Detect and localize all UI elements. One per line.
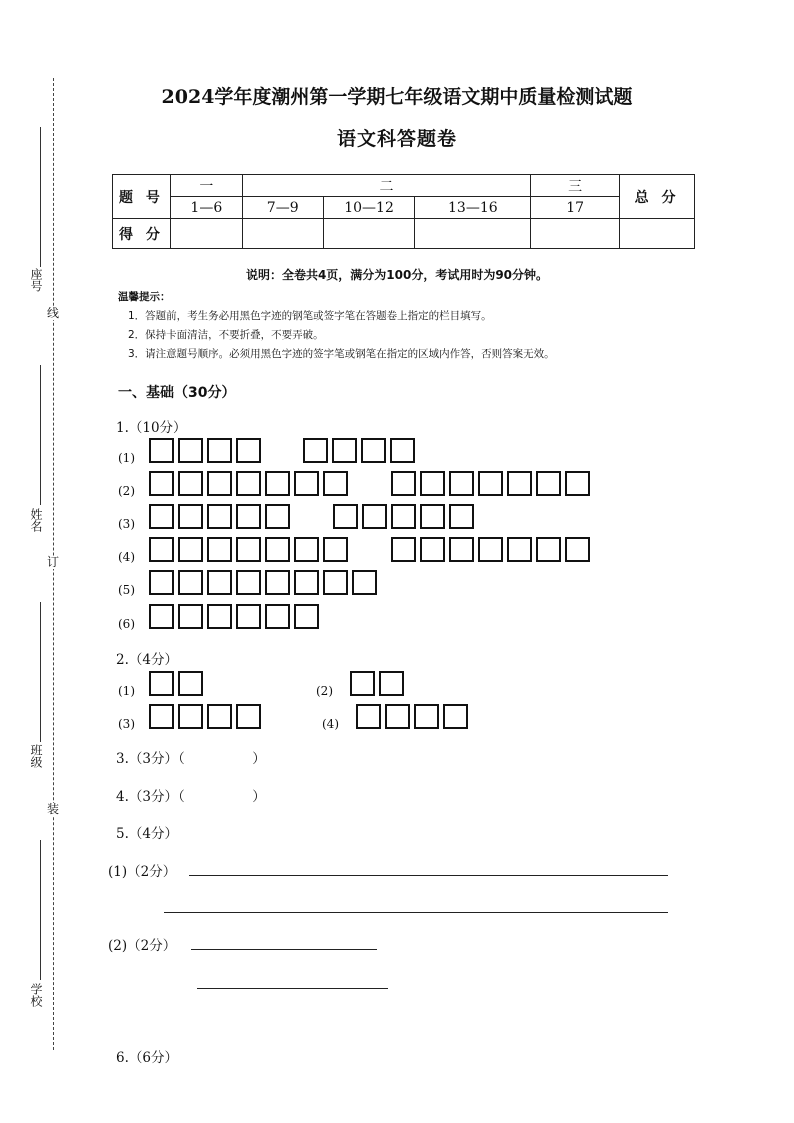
tip-item: 2．保持卡面清洁，不要折叠，不要弄破。 [128,329,324,341]
q1-sub-label: (2) [118,484,135,498]
answer-box[interactable] [265,604,290,629]
section-two-header: 二 [242,175,530,197]
school-label: 学校 [29,983,43,1007]
answer-line[interactable] [189,875,668,876]
answer-box[interactable] [207,438,232,463]
question-4-label: 4.（3分）（ ） [116,789,266,805]
answer-box[interactable] [565,471,590,496]
score-cell[interactable] [531,219,620,249]
answer-box[interactable] [352,570,377,595]
answer-box-group[interactable] [149,537,352,562]
q1-sub-label: (3) [118,517,135,531]
answer-box[interactable] [149,671,174,696]
range-cell: 17 [531,197,620,219]
range-cell: 7—9 [242,197,323,219]
answer-box[interactable] [478,537,503,562]
answer-box[interactable] [178,671,203,696]
tips-block [118,289,555,365]
total-score-cell[interactable] [620,219,695,249]
question-5-label: 5.（4分） [116,826,178,842]
range-cell: 10—12 [323,197,415,219]
answer-box[interactable] [207,504,232,529]
answer-box[interactable] [236,471,261,496]
question-2-label: 2.（4分） [116,652,178,668]
answer-box[interactable] [449,504,474,529]
answer-box[interactable] [536,537,561,562]
answer-box[interactable] [236,504,261,529]
question-3-label: 3.（3分）（ ） [116,751,266,767]
answer-box[interactable] [350,671,375,696]
seat-label: 座号 [29,268,43,292]
answer-box-group[interactable] [149,438,265,463]
answer-box[interactable] [207,704,232,729]
answer-box[interactable] [323,570,348,595]
answer-box[interactable] [178,604,203,629]
answer-box[interactable] [420,471,445,496]
q2-sub-label: (2) [316,684,333,698]
answer-box[interactable] [149,704,174,729]
answer-box[interactable] [149,570,174,595]
q2-sub-label: (1) [118,684,135,698]
answer-box[interactable] [507,471,532,496]
answer-box[interactable] [323,537,348,562]
answer-box-group[interactable] [149,671,207,696]
score-cell[interactable] [242,219,323,249]
answer-box[interactable] [391,471,416,496]
answer-box[interactable] [294,570,319,595]
q1-sub-label: (1) [118,451,135,465]
tip-item: 3．请注意题号顺序。必须用黑色字迹的签字笔或钢笔在指定的区域内作答，否则答案无效。 [128,348,555,360]
score-row-label: 得 分 [113,219,171,249]
answer-box[interactable] [294,537,319,562]
answer-box-group[interactable] [350,671,408,696]
answer-box[interactable] [294,604,319,629]
answer-box[interactable] [149,471,174,496]
tips-heading: 温馨提示： [118,291,171,303]
answer-box[interactable] [265,570,290,595]
answer-box[interactable] [265,504,290,529]
answer-box[interactable] [303,438,328,463]
answer-line[interactable] [197,988,388,989]
answer-box[interactable] [294,471,319,496]
q5-sub1-label: (1)（2分） [108,864,177,880]
school-line [40,840,41,980]
question-6-label: 6.（6分） [116,1050,178,1066]
answer-box[interactable] [420,504,445,529]
answer-box-group[interactable] [149,570,381,595]
score-cell[interactable] [415,219,531,249]
answer-box[interactable] [390,438,415,463]
answer-box-group[interactable] [303,438,419,463]
answer-box-group[interactable] [356,704,472,729]
answer-box[interactable] [265,537,290,562]
answer-box[interactable] [207,537,232,562]
section-one-header: 一 [170,175,242,197]
page-subtitle: 语文科答题卷 [336,128,457,150]
answer-box[interactable] [361,438,386,463]
answer-box[interactable] [449,471,474,496]
score-cell[interactable] [170,219,242,249]
answer-box-group[interactable] [149,504,294,529]
answer-box[interactable] [178,537,203,562]
q2-sub-label: (4) [322,717,339,731]
answer-box[interactable] [236,537,261,562]
answer-box[interactable] [362,504,387,529]
question-1-label: 1.（10分） [116,420,187,436]
page-title: 2024学年度潮州第一学期七年级语文期中质量检测试题 [161,86,633,108]
answer-box[interactable] [178,570,203,595]
answer-box[interactable] [236,438,261,463]
answer-box[interactable] [149,438,174,463]
answer-box[interactable] [236,570,261,595]
answer-line[interactable] [164,912,668,913]
answer-box[interactable] [356,704,381,729]
class-line [40,602,41,742]
answer-box[interactable] [236,704,261,729]
answer-box-group[interactable] [391,537,594,562]
answer-box-group[interactable] [149,471,352,496]
answer-box[interactable] [149,537,174,562]
answer-box-group[interactable] [391,471,594,496]
answer-box[interactable] [385,704,410,729]
answer-box[interactable] [332,438,357,463]
answer-box[interactable] [565,537,590,562]
answer-box[interactable] [379,671,404,696]
bind-char-zhuang: 装 [47,802,60,816]
answer-box[interactable] [536,471,561,496]
range-cell: 13—16 [415,197,531,219]
answer-box[interactable] [178,504,203,529]
question-number-label: 题 号 [113,175,171,219]
answer-box-group[interactable] [149,604,323,629]
q1-sub-label: (4) [118,550,135,564]
answer-line[interactable] [191,949,377,950]
answer-box[interactable] [333,504,358,529]
total-score-label: 总 分 [620,175,695,219]
range-cell: 1—6 [170,197,242,219]
answer-box[interactable] [149,504,174,529]
answer-box[interactable] [178,438,203,463]
answer-box[interactable] [391,504,416,529]
answer-box[interactable] [207,471,232,496]
tip-item: 1．答题前，考生务必用黑色字迹的钢笔或签字笔在答题卷上指定的栏目填写。 [128,310,492,322]
answer-box[interactable] [323,471,348,496]
answer-box[interactable] [178,704,203,729]
class-label: 班级 [29,744,43,768]
answer-box[interactable] [149,604,174,629]
answer-box[interactable] [414,704,439,729]
exam-explanation: 说明：全卷共4页，满分为100分，考试用时为90分钟。 [245,268,549,282]
bind-char-xian: 线 [47,306,60,320]
answer-box[interactable] [443,704,468,729]
name-label: 姓名 [29,508,43,532]
answer-box[interactable] [265,471,290,496]
q1-sub-label: (6) [118,617,135,631]
q5-sub2-label: (2)（2分） [108,938,177,954]
q2-sub-label: (3) [118,717,135,731]
answer-box[interactable] [449,537,474,562]
section-three-header: 三 [531,175,620,197]
answer-box-group[interactable] [149,704,265,729]
section-heading: 一、基础（30分） [118,385,236,401]
answer-box[interactable] [507,537,532,562]
answer-box[interactable] [420,537,445,562]
answer-box[interactable] [207,570,232,595]
answer-box[interactable] [391,537,416,562]
answer-box[interactable] [207,604,232,629]
bind-char-ding: 订 [47,555,60,569]
answer-box[interactable] [478,471,503,496]
q1-sub-label: (5) [118,583,135,597]
answer-box[interactable] [236,604,261,629]
score-table [112,174,695,249]
score-cell[interactable] [323,219,415,249]
answer-box[interactable] [178,471,203,496]
answer-box-group[interactable] [333,504,478,529]
name-line [40,365,41,505]
